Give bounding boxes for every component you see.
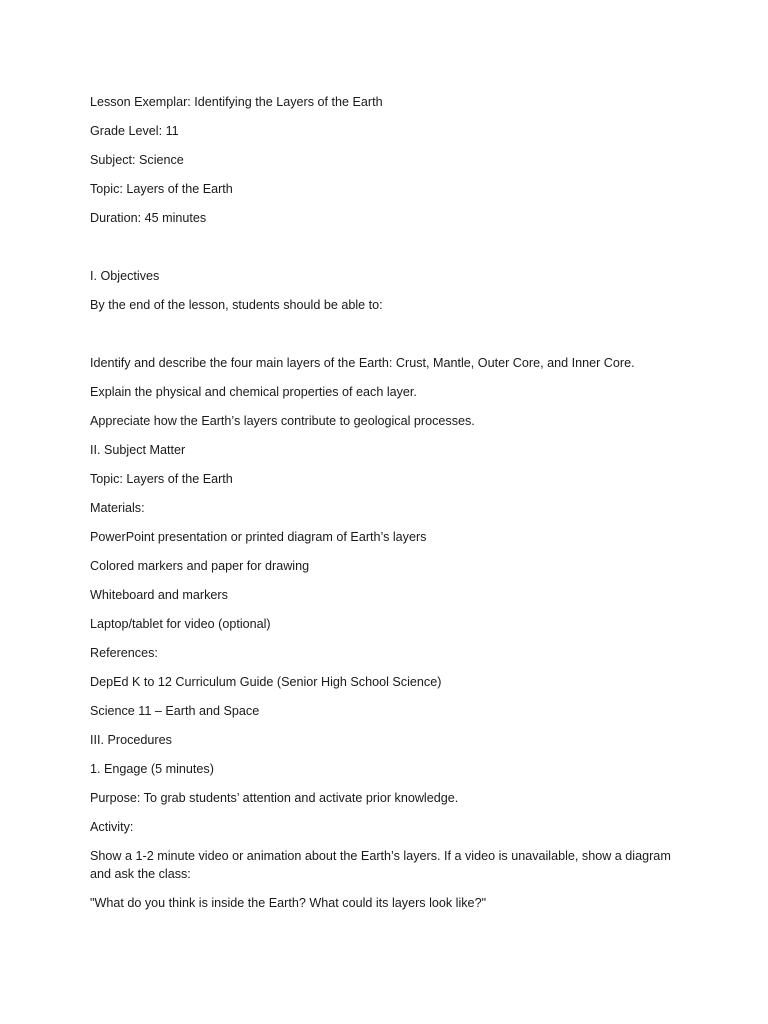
material-item: PowerPoint presentation or printed diagram of Earth’s layers	[90, 530, 427, 544]
document-title: Lesson Exemplar: Identifying the Layers of the Earth	[90, 95, 383, 109]
objective-item: Identify and describe the four main layers of the Earth: Crust, Mantle, Outer Core, and Inner Core.	[90, 356, 635, 370]
topic: Topic: Layers of the Earth	[90, 182, 233, 196]
material-item: Laptop/tablet for video (optional)	[90, 617, 271, 631]
material-item: Colored markers and paper for drawing	[90, 559, 310, 573]
objectives-heading: I. Objectives	[90, 269, 160, 283]
objective-item: Explain the physical and chemical properties of each layer.	[90, 385, 417, 399]
document-body	[90, 93, 690, 923]
grade-level: Grade Level: 11	[90, 124, 179, 138]
procedures-heading: III. Procedures	[90, 733, 172, 747]
engage-purpose: Purpose: To grab students’ attention and activate prior knowledge.	[90, 791, 459, 805]
references-label: References:	[90, 646, 158, 660]
objective-item: Appreciate how the Earth’s layers contribute to geological processes.	[90, 414, 475, 428]
reference-item: DepEd K to 12 Curriculum Guide (Senior High School Science)	[90, 675, 442, 689]
subject: Subject: Science	[90, 153, 184, 167]
activity-label: Activity:	[90, 820, 134, 834]
reference-item: Science 11 – Earth and Space	[90, 704, 260, 718]
duration: Duration: 45 minutes	[90, 211, 207, 225]
materials-label: Materials:	[90, 501, 145, 515]
activity-text: Show a 1-2 minute video or animation about the Earth’s layers. If a video is unavailable, show a diagram and ask the class:	[90, 849, 675, 881]
subject-matter-topic: Topic: Layers of the Earth	[90, 472, 233, 486]
objectives-intro: By the end of the lesson, students should be able to:	[90, 298, 383, 312]
material-item: Whiteboard and markers	[90, 588, 228, 602]
engage-title: 1. Engage (5 minutes)	[90, 762, 214, 776]
engage-question: "What do you think is inside the Earth? What could its layers look like?"	[90, 896, 487, 910]
subject-matter-heading: II. Subject Matter	[90, 443, 186, 457]
